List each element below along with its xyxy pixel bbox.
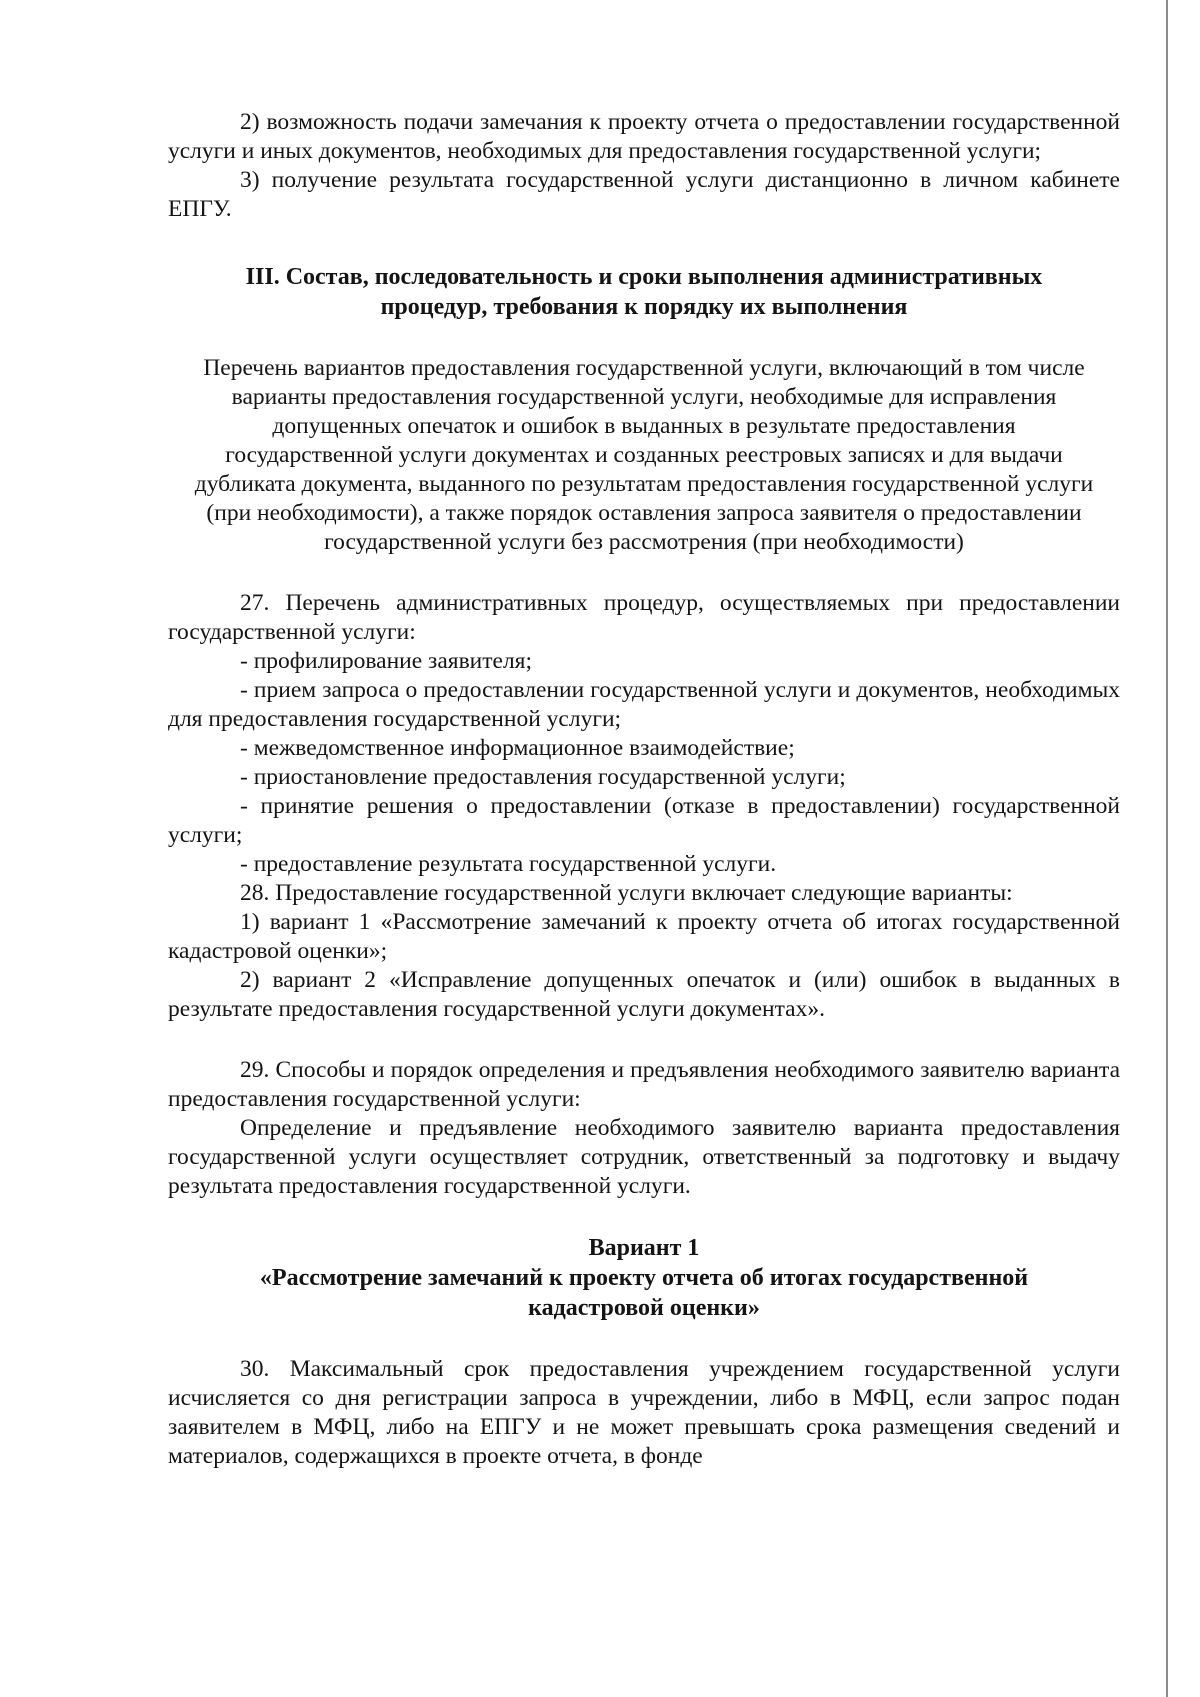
- procedure-item: - прием запроса о предоставлении государственной услуги и документов, необходимых для предоставления государственной услуги;: [168, 677, 1120, 732]
- paragraph-27: 27. Перечень административных процедур, осуществляемых при предоставлении государственной услуги:: [168, 590, 1120, 645]
- variant-1-title: Вариант 1: [588, 1235, 700, 1261]
- paragraph-29: 29. Способы и порядок определения и предъявления необходимого заявителю варианта предоставления государственной услуги:: [168, 1057, 1120, 1112]
- section-heading: III. Состав, последовательность и сроки выполнения административных процедур, требования к порядку их выполнения: [245, 264, 1043, 320]
- procedure-item: - принятие решения о предоставлении (отказе в предоставлении) государственной услуги;: [168, 793, 1120, 848]
- document-body: [168, 108, 1120, 1471]
- variant-item: 2) вариант 2 «Исправление допущенных опечаток и (или) ошибок в выданных в результате предоставления государственной услуги документах».: [168, 967, 1120, 1022]
- procedure-item: - предоставление результата государственной услуги.: [240, 851, 777, 877]
- variant-1-subtitle: «Рассмотрение замечаний к проекту отчета об итогах государственной кадастровой оценки»: [259, 1265, 1029, 1321]
- paragraph-28: 28. Предоставление государственной услуги включает следующие варианты:: [240, 880, 1013, 906]
- intro-item-3: 3) получение результата государственной услуги дистанционно в личном кабинете ЕПГУ.: [168, 167, 1120, 222]
- intro-item-2: 2) возможность подачи замечания к проекту отчета о предоставлении государственной услуги и иных документов, необходимых для предоставления государственной услуги;: [168, 109, 1120, 164]
- variant-item: 1) вариант 1 «Рассмотрение замечаний к проекту отчета об итогах государственной кадастровой оценки»;: [168, 909, 1120, 964]
- paragraph-30: 30. Максимальный срок предоставления учреждением государственной услуги исчисляется со дня регистрации запроса в учреждении, либо в МФЦ, если запрос подан заявителем в МФЦ, либо на ЕПГУ и не может превышать срока размещения сведений и материалов, содержащихся в проекте отчета, в фонде: [168, 1356, 1120, 1469]
- procedure-item: - приостановление предоставления государственной услуги;: [240, 764, 846, 790]
- page-edge-line: [1166, 0, 1168, 1697]
- paragraph-29-body: Определение и предъявление необходимого заявителю варианта предоставления государственной услуги осуществляет сотрудник, ответственный за подготовку и выдачу результата предоставления государственной услуги.: [168, 1115, 1120, 1199]
- subsection-heading: Перечень вариантов предоставления государственной услуги, включающий в том числе варианты предоставления государственной услуги, необходимые для исправления допущенных опечаток и ошибок в выданных в результате предоставления государственной услуги документах и созданных реестровых записях и для выдачи дубликата документа, выданного по результатам предоставления государственной услуги (при необходимости), а также порядок оставления запроса заявителя о предоставлении государственной услуги без рассмотрения (при необходимости): [194, 355, 1094, 555]
- procedure-item: - профилирование заявителя;: [240, 648, 533, 674]
- procedure-item: - межведомственное информационное взаимодействие;: [240, 735, 795, 761]
